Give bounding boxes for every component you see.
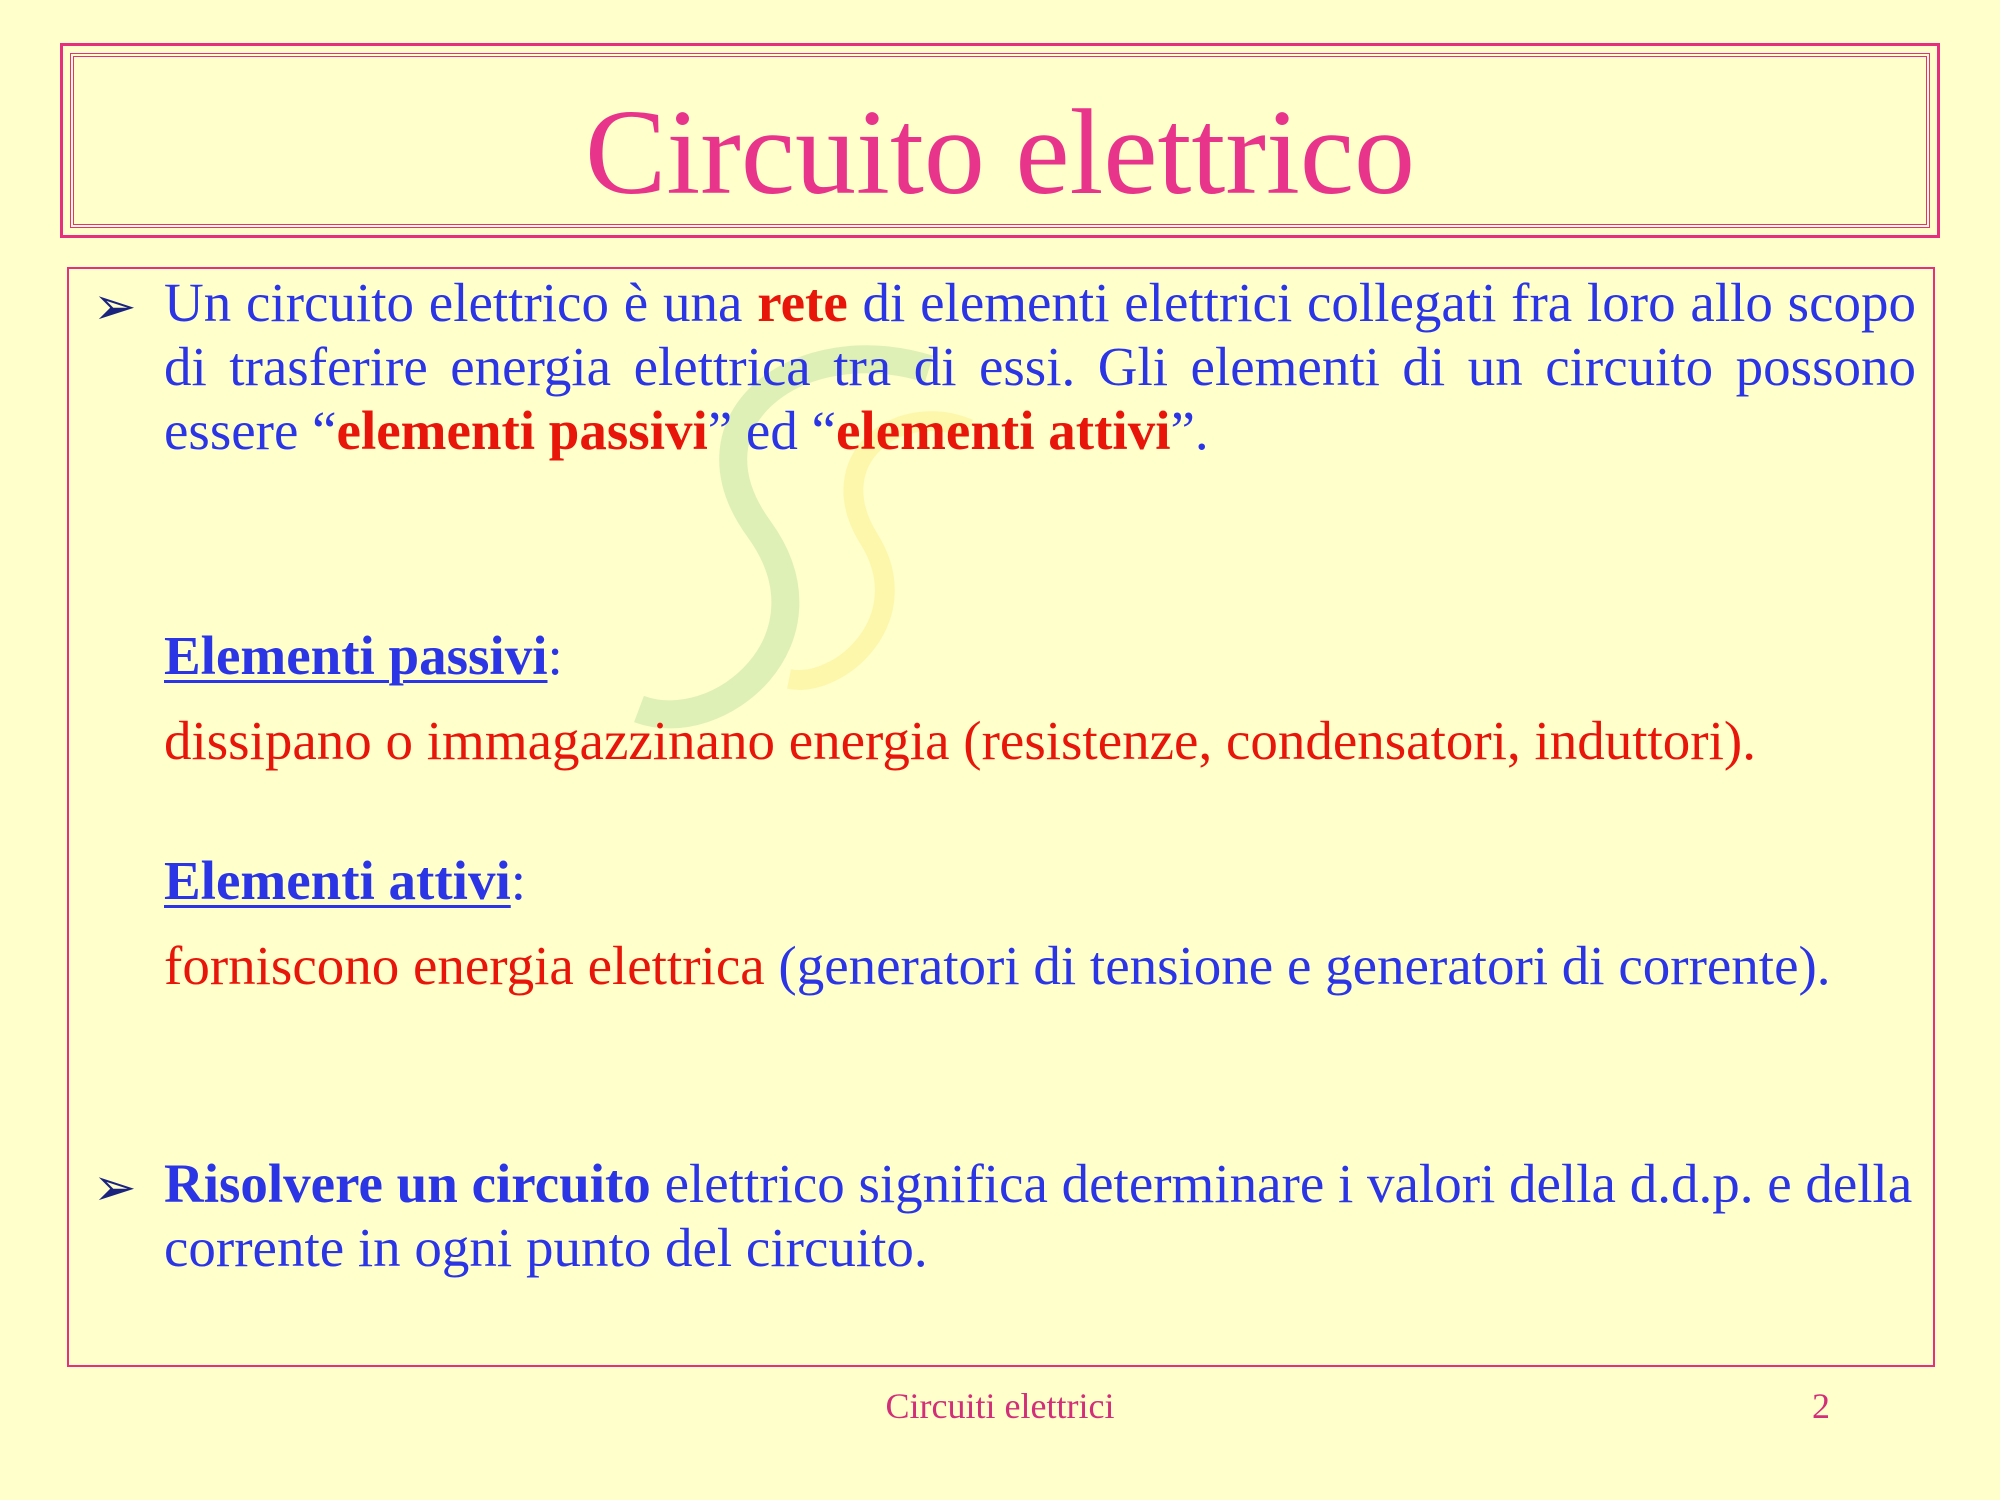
attivi-heading: Elementi attivi xyxy=(164,850,511,911)
attivi-description xyxy=(164,934,1916,998)
passivi-heading: Elementi passivi xyxy=(164,625,548,686)
emphasis-risolvere: Risolvere un circuito xyxy=(164,1153,651,1214)
passivi-heading-line xyxy=(164,624,1916,688)
passivi-description: dissipano o immagazzinano energia (resistenze, condensatori, induttori). xyxy=(164,710,1756,771)
emphasis-rete: rete xyxy=(757,272,848,333)
page-number: 2 xyxy=(1812,1386,1830,1426)
bullet-icon: ➢ xyxy=(93,1158,137,1218)
paragraph-definition xyxy=(164,271,1916,463)
passivi-colon: : xyxy=(547,625,563,686)
attivi-description-blue: (generatori di tensione e generatori di corrente). xyxy=(764,935,1831,996)
paragraph-text-4: ”. xyxy=(1170,400,1209,461)
footer-title: Circuiti elettrici xyxy=(885,1386,1115,1426)
title-frame xyxy=(60,43,1940,238)
bullet-icon: ➢ xyxy=(93,277,137,337)
content-box xyxy=(67,267,1935,1367)
paragraph-solving-text: elettrico significa determinare i valori della d.d.p. e della corrente in ogni punto del circuito. xyxy=(164,1153,1913,1278)
paragraph-solving xyxy=(164,1152,1916,1280)
paragraph-text-2: di elementi elettrici collegati fra loro allo scopo di trasferire energia elettrica tra di essi. Gli elementi di un circuito possono essere “ xyxy=(164,272,1916,461)
attivi-description-red: forniscono energia elettrica xyxy=(164,935,765,996)
paragraph-text-3: ” ed “ xyxy=(707,400,837,461)
paragraph-text-1: Un circuito elettrico è una xyxy=(164,272,758,333)
attivi-heading-line xyxy=(164,849,1916,913)
emphasis-elementi-passivi: elementi passivi xyxy=(336,400,708,461)
emphasis-elementi-attivi: elementi attivi xyxy=(836,400,1171,461)
attivi-colon: : xyxy=(510,850,527,911)
slide-title: Circuito elettrico xyxy=(585,85,1415,220)
